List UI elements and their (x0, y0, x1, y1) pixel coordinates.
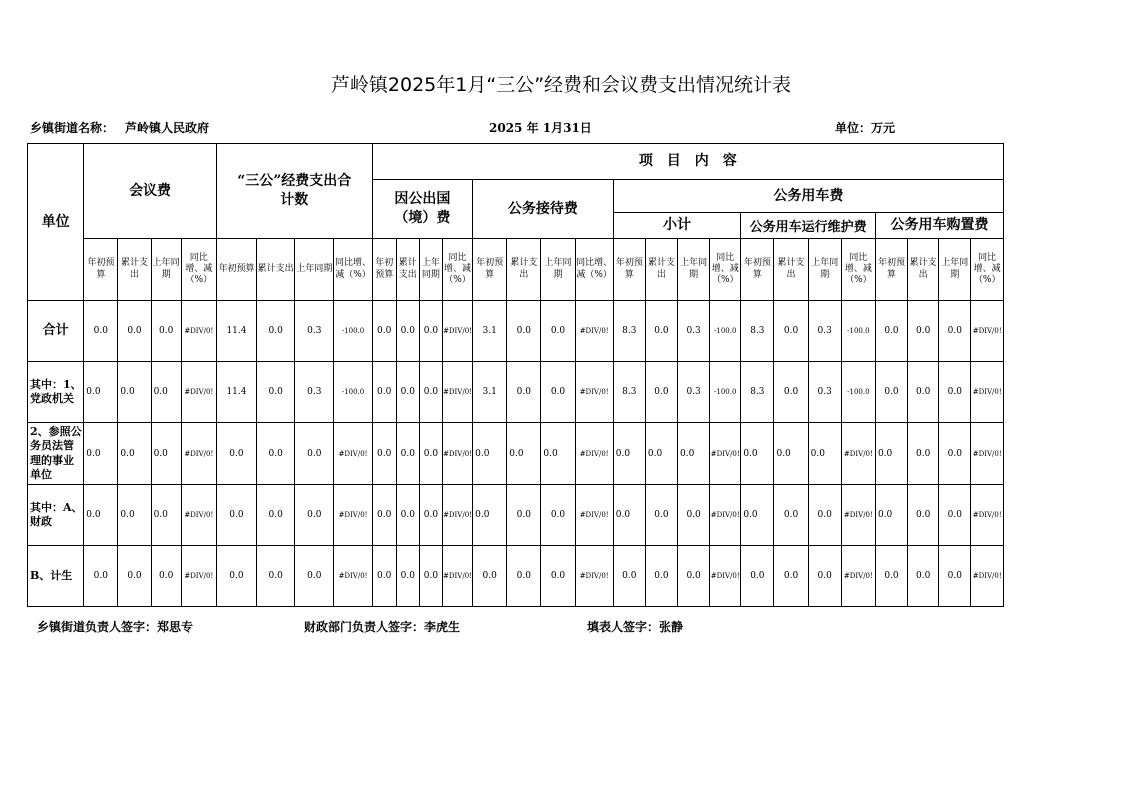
subheader-sangong-1: 累计支出 (257, 239, 295, 301)
cell-value: 0.0 (678, 485, 710, 546)
cell-value: 0.0 (808, 423, 841, 485)
cell-value: 0.0 (419, 546, 442, 607)
cell-value: 0.0 (875, 485, 907, 546)
header-car-purchase: 公务用车购置费 (875, 213, 1003, 239)
cell-value: 0.0 (419, 485, 442, 546)
cell-value: 0.3 (808, 301, 841, 362)
cell-value: 0.0 (774, 301, 808, 362)
cell-value: 0.0 (396, 485, 419, 546)
subheader-abroad-2: 上年同期 (419, 239, 442, 301)
cell-value: 0.0 (541, 301, 575, 362)
row-label: 其中：1、党政机关 (28, 362, 84, 423)
cell-value: 11.4 (216, 362, 256, 423)
cell-value: #DIV/0! (575, 546, 613, 607)
cell-value: 0.0 (507, 546, 541, 607)
subheader-reception-1: 累计支出 (507, 239, 541, 301)
subheader-abroad-3: 同比增、减（%） (442, 239, 472, 301)
subheader-meeting-1: 累计支出 (118, 239, 151, 301)
cell-value: 0.0 (295, 546, 334, 607)
cell-value: 0.0 (908, 485, 939, 546)
subheader-reception-0: 年初预算 (473, 239, 507, 301)
cell-value: 0.0 (396, 301, 419, 362)
subheader-car-subtotal-3: 同比增、减（%） (710, 239, 741, 301)
cell-value: 0.0 (419, 362, 442, 423)
table-row (28, 301, 1004, 362)
cell-value: 0.0 (84, 546, 118, 607)
cell-value: 0.0 (372, 546, 396, 607)
cell-value: 0.0 (808, 546, 841, 607)
table-header (28, 144, 1004, 301)
cell-value: 0.0 (372, 301, 396, 362)
cell-value: 0.0 (257, 362, 295, 423)
cell-value: #DIV/0! (181, 362, 216, 423)
header-car: 公务用车费 (613, 180, 1003, 213)
cell-value: 8.3 (741, 301, 774, 362)
header-car-maintenance: 公务用车运行维护费 (741, 213, 876, 239)
cell-value: 0.0 (645, 423, 677, 485)
cell-value: #DIV/0! (710, 546, 741, 607)
subheader-car-subtotal-1: 累计支出 (645, 239, 677, 301)
cell-value: #DIV/0! (841, 546, 875, 607)
table-row (28, 546, 1004, 607)
cell-value: 0.0 (396, 362, 419, 423)
cell-value: 0.0 (118, 485, 151, 546)
cell-value: 0.0 (507, 423, 541, 485)
filler-signature: 填表人签字：张静 (587, 620, 684, 634)
subheader-row (28, 239, 1004, 301)
table-row (28, 362, 1004, 423)
cell-value: #DIV/0! (334, 485, 372, 546)
cell-value: 0.0 (939, 546, 971, 607)
cell-value: 0.0 (908, 362, 939, 423)
cell-value: #DIV/0! (181, 485, 216, 546)
cell-value: 0.0 (473, 485, 507, 546)
subheader-car-maintenance-2: 上年同期 (808, 239, 841, 301)
cell-value: 0.0 (774, 423, 808, 485)
subheader-car-purchase-2: 上年同期 (939, 239, 971, 301)
cell-value: 0.0 (939, 362, 971, 423)
cell-value: 0.0 (372, 423, 396, 485)
cell-value: #DIV/0! (971, 362, 1004, 423)
cell-value: 0.0 (939, 423, 971, 485)
subheader-abroad-1: 累计支出 (396, 239, 419, 301)
cell-value: #DIV/0! (334, 423, 372, 485)
cell-value: 0.0 (295, 423, 334, 485)
cell-value: 0.0 (151, 301, 181, 362)
cell-value: 0.0 (151, 485, 181, 546)
cell-value: 11.4 (216, 301, 256, 362)
subheader-car-maintenance-0: 年初预算 (741, 239, 774, 301)
subheader-meeting-3: 同比增、减（%） (181, 239, 216, 301)
cell-value: 0.0 (774, 362, 808, 423)
town-leader-signature: 乡镇街道负责人签字：郑思专 (37, 620, 194, 634)
cell-value: 0.0 (645, 485, 677, 546)
cell-value: 0.0 (507, 301, 541, 362)
cell-value: -100.0 (710, 362, 741, 423)
subheader-car-purchase-3: 同比增、减（%） (971, 239, 1004, 301)
cell-value: 0.0 (875, 362, 907, 423)
cell-value: #DIV/0! (442, 301, 472, 362)
table-row (28, 423, 1004, 485)
cell-value: 0.0 (939, 301, 971, 362)
cell-value: 0.0 (541, 423, 575, 485)
cell-value: #DIV/0! (971, 301, 1004, 362)
subheader-meeting-0: 年初预算 (84, 239, 118, 301)
cell-value: 0.0 (151, 362, 181, 423)
cell-value: 0.0 (396, 423, 419, 485)
cell-value: 0.0 (908, 546, 939, 607)
cell-value: 0.0 (613, 485, 645, 546)
cell-value: 3.1 (473, 362, 507, 423)
subheader-reception-2: 上年同期 (541, 239, 575, 301)
cell-value: 0.0 (84, 362, 118, 423)
header-sangong-total: “三公”经费支出合计数 (216, 144, 372, 239)
cell-value: -100.0 (334, 362, 372, 423)
cell-value: #DIV/0! (442, 362, 472, 423)
cell-value: -100.0 (334, 301, 372, 362)
cell-value: 0.0 (118, 301, 151, 362)
cell-value: 0.0 (541, 362, 575, 423)
subheader-car-subtotal-0: 年初预算 (613, 239, 645, 301)
cell-value: #DIV/0! (181, 546, 216, 607)
report-date: 2025 年 1月31日 (489, 121, 592, 135)
cell-value: #DIV/0! (181, 301, 216, 362)
row-label: 其中：A、财政 (28, 485, 84, 546)
cell-value: 0.0 (908, 423, 939, 485)
cell-value: 0.0 (613, 423, 645, 485)
township-name: 芦岭镇人民政府 (125, 121, 210, 135)
cell-value: 0.0 (541, 485, 575, 546)
cell-value: 0.0 (678, 546, 710, 607)
cell-value: #DIV/0! (841, 423, 875, 485)
cell-value: 0.0 (419, 301, 442, 362)
header-meeting: 会议费 (84, 144, 217, 239)
cell-value: 0.0 (541, 546, 575, 607)
cell-value: 0.0 (257, 546, 295, 607)
cell-value: 0.0 (507, 485, 541, 546)
cell-value: 0.0 (396, 546, 419, 607)
cell-value: 3.1 (473, 301, 507, 362)
cell-value: 8.3 (741, 362, 774, 423)
cell-value: 0.0 (741, 546, 774, 607)
cell-value: 0.0 (507, 362, 541, 423)
cell-value: #DIV/0! (971, 423, 1004, 485)
cell-value: #DIV/0! (575, 301, 613, 362)
cell-value: 0.0 (875, 423, 907, 485)
cell-value: #DIV/0! (442, 546, 472, 607)
cell-value: 0.0 (257, 301, 295, 362)
cell-value: 0.3 (678, 301, 710, 362)
cell-value: 0.0 (84, 423, 118, 485)
cell-value: #DIV/0! (575, 423, 613, 485)
header-abroad: 因公出国（境）费 (372, 180, 472, 239)
cell-value: #DIV/0! (181, 423, 216, 485)
cell-value: #DIV/0! (710, 423, 741, 485)
cell-value: 0.0 (216, 546, 256, 607)
cell-value: 0.0 (678, 423, 710, 485)
cell-value: #DIV/0! (442, 485, 472, 546)
cell-value: 0.3 (678, 362, 710, 423)
cell-value: 0.3 (295, 362, 334, 423)
cell-value: 0.0 (295, 485, 334, 546)
subheader-car-purchase-0: 年初预算 (875, 239, 907, 301)
subheader-car-maintenance-1: 累计支出 (774, 239, 808, 301)
subheader-reception-3: 同比增、减（%） (575, 239, 613, 301)
row-label: B、计生 (28, 546, 84, 607)
cell-value: #DIV/0! (442, 423, 472, 485)
cell-value: 0.3 (295, 301, 334, 362)
cell-value: 0.0 (84, 485, 118, 546)
cell-value: #DIV/0! (971, 546, 1004, 607)
cell-value: 0.0 (216, 423, 256, 485)
subheader-sangong-2: 上年同期 (295, 239, 334, 301)
page-title: 芦岭镇2025年1月“三公”经费和会议费支出情况统计表 (330, 74, 792, 96)
cell-value: 0.0 (118, 362, 151, 423)
cell-value: #DIV/0! (710, 485, 741, 546)
cell-value: 0.0 (473, 423, 507, 485)
cell-value: 0.0 (151, 546, 181, 607)
cell-value: -100.0 (710, 301, 741, 362)
cell-value: #DIV/0! (841, 485, 875, 546)
subheader-car-maintenance-3: 同比增、减（%） (841, 239, 875, 301)
cell-value: 0.0 (645, 362, 677, 423)
subheader-sangong-3: 同比增、减（%） (334, 239, 372, 301)
row-label: 2、参照公务员法管理的事业单位 (28, 423, 84, 485)
header-reception: 公务接待费 (473, 180, 614, 239)
cell-value: 0.0 (808, 485, 841, 546)
header-unit: 单位 (28, 144, 84, 301)
subheader-abroad-0: 年初预算 (372, 239, 396, 301)
cell-value: 0.0 (741, 485, 774, 546)
cell-value: 0.0 (372, 362, 396, 423)
cell-value: 0.0 (613, 546, 645, 607)
cell-value: 0.0 (875, 546, 907, 607)
currency-unit: 单位：万元 (835, 121, 896, 135)
cell-value: -100.0 (841, 301, 875, 362)
subheader-car-purchase-1: 累计支出 (908, 239, 939, 301)
subheader-car-subtotal-2: 上年同期 (678, 239, 710, 301)
header-car-subtotal: 小计 (613, 213, 741, 239)
table-body (28, 301, 1004, 607)
table-row (28, 485, 1004, 546)
cell-value: 0.0 (257, 485, 295, 546)
subheader-meeting-2: 上年同期 (151, 239, 181, 301)
cell-value: 0.3 (808, 362, 841, 423)
cell-value: -100.0 (841, 362, 875, 423)
cell-value: #DIV/0! (575, 485, 613, 546)
cell-value: 0.0 (216, 485, 256, 546)
expense-table (27, 143, 1004, 607)
cell-value: 0.0 (774, 485, 808, 546)
cell-value: 0.0 (118, 546, 151, 607)
cell-value: 0.0 (774, 546, 808, 607)
cell-value: 0.0 (939, 485, 971, 546)
cell-value: 0.0 (741, 423, 774, 485)
cell-value: 0.0 (645, 301, 677, 362)
cell-value: 0.0 (84, 301, 118, 362)
cell-value: 0.0 (372, 485, 396, 546)
cell-value: 0.0 (257, 423, 295, 485)
township-name-label: 乡镇街道名称： (30, 121, 115, 135)
cell-value: #DIV/0! (971, 485, 1004, 546)
cell-value: 0.0 (908, 301, 939, 362)
cell-value: 0.0 (875, 301, 907, 362)
cell-value: #DIV/0! (334, 546, 372, 607)
cell-value: 8.3 (613, 301, 645, 362)
cell-value: 8.3 (613, 362, 645, 423)
finance-leader-signature: 财政部门负责人签字：李虎生 (304, 620, 461, 634)
cell-value: 0.0 (118, 423, 151, 485)
cell-value: 0.0 (645, 546, 677, 607)
cell-value: #DIV/0! (575, 362, 613, 423)
header-items: 项 目 内 容 (372, 144, 1003, 180)
cell-value: 0.0 (473, 546, 507, 607)
cell-value: 0.0 (151, 423, 181, 485)
row-label: 合计 (28, 301, 84, 362)
cell-value: 0.0 (419, 423, 442, 485)
subheader-sangong-0: 年初预算 (216, 239, 256, 301)
